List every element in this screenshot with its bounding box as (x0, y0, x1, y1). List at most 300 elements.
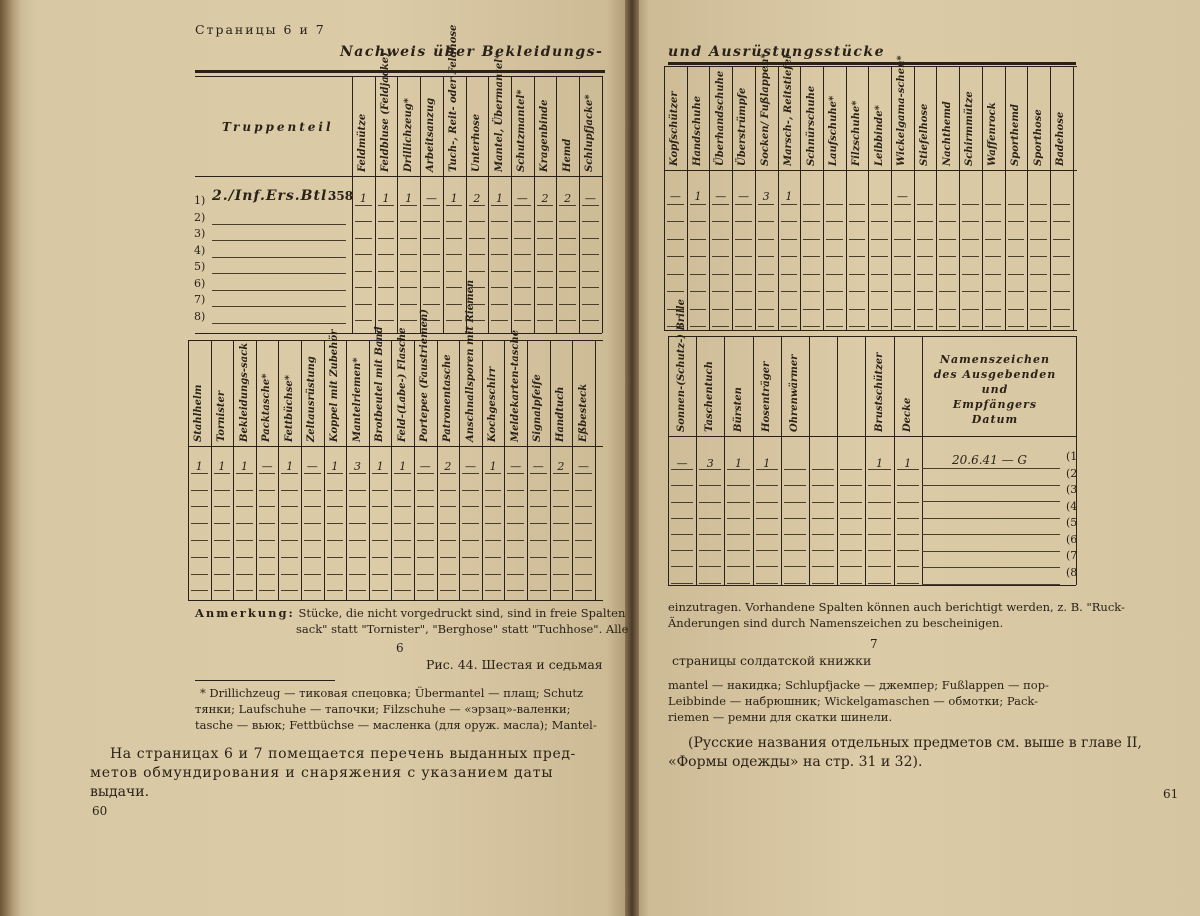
left-bottom-row-line (485, 490, 502, 491)
left-bottom-row-line (485, 574, 502, 575)
left-bottom-row-line (214, 523, 231, 524)
left-top-row-line (537, 238, 554, 239)
left-bottom-row-line (507, 540, 524, 541)
left-bottom-col-13: Anschnallsporen mit Riemen (464, 279, 476, 442)
right-top-row-line (871, 221, 888, 222)
left-top-row-line (559, 221, 576, 222)
right-bottom-row-line (756, 566, 778, 567)
right-top-row-line (871, 291, 888, 292)
right-bottom-row-line (812, 534, 834, 535)
right-bottom-header-top (668, 336, 1076, 337)
left-top-row-line (537, 287, 554, 288)
left-top-col-11: Schlupfjacke* (584, 94, 596, 172)
right-top-row-line (826, 274, 843, 275)
right-top-col-6: Marsch-, Reitstiefel (782, 55, 794, 166)
left-top-row-line (400, 221, 417, 222)
right-bottom-col-8: Brustschützer (873, 352, 885, 432)
right-bottom-row-line (868, 502, 890, 503)
left-bottom-row-line (553, 590, 570, 591)
right-top-row-line (758, 291, 775, 292)
left-top-row-line (514, 320, 531, 321)
left-bottom-row-line (236, 540, 253, 541)
left-top-row-line (582, 271, 599, 272)
left-top-row-line (469, 221, 486, 222)
left-bottom-col-11: Portepee (Faustriemen) (419, 308, 431, 442)
right-top-header-bottom (664, 170, 1077, 171)
left-top-value-9: 2 (541, 192, 549, 205)
left-bottom-col-1: Stahlhelm (193, 384, 205, 442)
left-bottom-row-line (304, 540, 321, 541)
right-top-row-line (803, 291, 820, 292)
left-bottom-row-line (327, 540, 344, 541)
left-bottom-value-2: 1 (218, 460, 226, 473)
signature-line (922, 551, 1060, 552)
right-top-row-line (667, 221, 684, 222)
right-top-col-line (1050, 66, 1051, 330)
right-bottom-value-4: 1 (763, 457, 771, 470)
signature-header: Namenszeichen des Ausgebenden und Empfängers Datum (933, 353, 1057, 426)
right-bottom-row-line (897, 502, 919, 503)
right-top-col-15: Waffenrock (987, 102, 999, 166)
right-top-row-line (690, 309, 707, 310)
right-top-row-line (758, 256, 775, 257)
left-bottom-row-line (530, 540, 547, 541)
right-top-col-2: Handschuhe (692, 95, 704, 166)
right-bottom-row-line (897, 485, 919, 486)
right-bottom-col-9: Decke (901, 397, 913, 432)
left-bottom-row-line (281, 540, 298, 541)
left-bottom-value-6: — (306, 460, 318, 473)
right-top-value-11: — (896, 190, 908, 203)
left-bottom-row-line (236, 490, 253, 491)
right-top-row-line (849, 309, 866, 310)
right-bottom-row-line (671, 583, 693, 584)
left-bottom-row-line (327, 574, 344, 575)
left-top-col-6: Unterhose (470, 113, 482, 172)
left-footnote-2: тянки; Laufschuhe — тапочки; Filzschuhe — «эрзац»-валенки; (195, 702, 571, 716)
left-bottom-row-line (191, 506, 208, 507)
right-top-row-line (712, 291, 729, 292)
right-top-table-bottom (664, 330, 1077, 331)
left-bottom-row-line (394, 490, 411, 491)
left-top-row-line (355, 287, 372, 288)
right-top-row-line (1030, 204, 1047, 205)
left-top-row-line (400, 287, 417, 288)
right-top-row-line (826, 221, 843, 222)
left-top-col-3: Drillichzeug* (402, 97, 414, 172)
right-top-row-line (917, 204, 934, 205)
right-bottom-row-line (699, 566, 721, 567)
right-bottom-row-line (868, 566, 890, 567)
left-top-row-line (378, 254, 395, 255)
left-bottom-row-line (304, 523, 321, 524)
right-footnote-1: mantel — накидка; Schlupfjacke — джемпер; Fußlappen — пор- (668, 678, 1049, 692)
left-bottom-row-line (485, 540, 502, 541)
right-top-col-line (846, 66, 847, 330)
right-bottom-value-3: 1 (735, 457, 742, 470)
left-bottom-row-line (214, 506, 231, 507)
right-bottom-row-line (671, 502, 693, 503)
right-top-row-line (1030, 256, 1047, 257)
right-top-col-line (959, 66, 960, 330)
right-caption: страницы солдатской книжки (672, 653, 872, 668)
right-bottom-row-line (756, 518, 778, 519)
right-bottom-col-1: Sonnen-(Schutz-) Brille (676, 299, 688, 432)
left-bottom-row-line (575, 590, 592, 591)
right-bottom-col-2: Taschentuch (704, 361, 716, 432)
right-top-row-line (735, 239, 752, 240)
left-bottom-row-line (575, 540, 592, 541)
right-bottom-row-line (756, 534, 778, 535)
left-body-1: На страницах 6 и 7 помещается перечень выданных пред- (110, 746, 576, 762)
left-bottom-row-line (417, 523, 434, 524)
right-top-row-line (962, 256, 979, 257)
right-top-row-line (1008, 291, 1025, 292)
right-top-row-line (826, 239, 843, 240)
right-bottom-col-line (696, 336, 697, 585)
right-bottom-row-line (840, 583, 862, 584)
left-bottom-row-line (394, 574, 411, 575)
row-number-1: 1) (194, 194, 206, 207)
right-top-row-line (826, 256, 843, 257)
left-top-col-2: Feldbluse (Feldjacke) (380, 52, 392, 172)
left-bottom-header-top (188, 340, 603, 341)
left-bottom-row-line (214, 557, 231, 558)
right-bottom-row-line (812, 550, 834, 551)
left-bottom-row-line (575, 557, 592, 558)
right-top-row-line (712, 239, 729, 240)
left-bottom-row-line (372, 590, 389, 591)
right-bottom-row-line (840, 534, 862, 535)
left-top-row-line (514, 287, 531, 288)
right-bottom-row-line (840, 485, 862, 486)
right-bottom-row-line (699, 502, 721, 503)
row-mark-5: (5 (1066, 516, 1078, 529)
right-top-row-line (985, 204, 1002, 205)
book-gutter (625, 0, 639, 916)
right-top-row-line (871, 274, 888, 275)
left-bottom-row-line (485, 523, 502, 524)
right-bottom-value-9: 1 (904, 457, 912, 470)
left-bottom-row-line (236, 574, 253, 575)
right-top-row-line (1008, 309, 1025, 310)
left-bottom-row-line (191, 590, 208, 591)
signature-line (922, 584, 1060, 585)
left-bottom-row-line (327, 506, 344, 507)
left-bottom-row-line (191, 557, 208, 558)
right-bottom-row-line (727, 566, 749, 567)
left-top-row-line (491, 320, 508, 321)
left-bottom-row-line (191, 523, 208, 524)
right-top-row-line (667, 256, 684, 257)
right-top-value-1: — (669, 190, 681, 203)
right-bottom-row-line (812, 583, 834, 584)
signature-line (922, 534, 1060, 535)
left-body-2: метов обмундирования и снаряжения с указанием даты (90, 765, 554, 781)
right-top-row-line (849, 274, 866, 275)
right-top-row-line (690, 326, 707, 327)
left-bottom-row-line (462, 490, 479, 491)
right-bottom-col-line (865, 336, 866, 585)
left-bottom-col-14: Kochgeschirr (487, 366, 499, 442)
right-top-row-line (803, 204, 820, 205)
left-top-row-line (582, 238, 599, 239)
left-top-row-line (537, 221, 554, 222)
right-top-row-line (894, 256, 911, 257)
left-bottom-row-line (530, 490, 547, 491)
left-bottom-value-5: 1 (286, 460, 294, 473)
right-top-col-16: Sporthemd (1009, 104, 1021, 166)
right-top-row-line (758, 239, 775, 240)
left-top-row-line (446, 320, 463, 321)
right-bottom-row-line (812, 485, 834, 486)
right-top-row-line (939, 221, 956, 222)
right-top-row-line (1030, 309, 1047, 310)
left-top-row-line (491, 271, 508, 272)
right-top-row-line (1008, 256, 1025, 257)
left-bottom-row-line (507, 523, 524, 524)
right-top-row-line (1030, 291, 1047, 292)
row-fill-line (212, 323, 346, 324)
left-top-row-line (514, 304, 531, 305)
left-bottom-row-line (530, 557, 547, 558)
right-bottom-row-line (784, 566, 806, 567)
right-top-row-line (894, 309, 911, 310)
left-bottom-row-line (304, 590, 321, 591)
right-top-row-line (781, 256, 798, 257)
right-top-row-line (781, 239, 798, 240)
right-top-row-line (1008, 326, 1025, 327)
right-top-row-line (735, 309, 752, 310)
left-bottom-row-line (236, 506, 253, 507)
left-top-row-line (355, 271, 372, 272)
right-bottom-row-line (812, 566, 834, 567)
right-top-col-line (1073, 66, 1074, 330)
row-fill-line (212, 240, 346, 241)
right-bottom-row-line (756, 550, 778, 551)
left-bottom-row-line (372, 574, 389, 575)
left-bottom-row-line (575, 523, 592, 524)
left-bottom-col-line (595, 340, 596, 600)
right-top-row-line (667, 204, 684, 205)
left-bottom-row-line (236, 523, 253, 524)
row-fill-line (212, 306, 346, 307)
left-top-row-line (355, 320, 372, 321)
right-top-row-line (1030, 274, 1047, 275)
left-top-row-line (378, 304, 395, 305)
right-top-col-11: Wickelgama-schen* (896, 55, 908, 166)
right-top-row-line (712, 221, 729, 222)
left-bottom-value-11: — (419, 460, 431, 473)
right-top-row-line (871, 239, 888, 240)
right-top-col-line (914, 66, 915, 330)
right-bottom-row-line (897, 518, 919, 519)
right-top-row-line (690, 221, 707, 222)
left-top-row-line (446, 271, 463, 272)
right-top-row-line (894, 291, 911, 292)
left-bottom-row-line (372, 540, 389, 541)
left-top-col-10: Hemd (561, 138, 573, 172)
right-top-row-line (826, 309, 843, 310)
right-top-row-line (849, 326, 866, 327)
left-bottom-row-line (530, 574, 547, 575)
right-bottom-value-8: 1 (876, 457, 883, 470)
right-bottom-row-line (756, 583, 778, 584)
right-top-row-line (871, 256, 888, 257)
left-bottom-row-line (417, 574, 434, 575)
left-bottom-row-line (440, 523, 457, 524)
right-bottom-col-3: Bürsten (732, 387, 744, 432)
left-bottom-row-line (530, 523, 547, 524)
right-top-col-line (800, 66, 801, 330)
left-bottom-row-line (349, 523, 366, 524)
left-bottom-row-line (553, 490, 570, 491)
right-top-row-line (1053, 221, 1070, 222)
left-bottom-row-line (304, 506, 321, 507)
right-top-row-line (849, 256, 866, 257)
left-bottom-row-line (259, 540, 276, 541)
left-top-row-line (400, 271, 417, 272)
right-top-row-line (735, 274, 752, 275)
left-bottom-row-line (553, 574, 570, 575)
right-top-col-line (823, 66, 824, 330)
right-top-col-7: Schnürschuhe (805, 85, 817, 166)
right-top-row-line (1053, 256, 1070, 257)
right-bottom-row-line (784, 583, 806, 584)
right-top-col-5: Socken/ Fußlappen* (760, 53, 772, 166)
left-bottom-col-2: Tornister (215, 390, 227, 442)
left-top-value-3: 1 (405, 192, 413, 205)
right-bottom-table-bottom (668, 585, 1076, 586)
left-top-value-2: 1 (382, 192, 390, 205)
left-top-row-line (378, 287, 395, 288)
right-top-row-line (894, 204, 911, 205)
left-bottom-table-bottom (188, 600, 603, 601)
right-top-row-line (826, 204, 843, 205)
left-top-row-line (378, 271, 395, 272)
left-bottom-col-16: Signalpfeife (532, 374, 544, 442)
left-top-row-line (446, 254, 463, 255)
right-top-row-line (1053, 204, 1070, 205)
right-top-row-line (849, 221, 866, 222)
row-mark-2: (2 (1066, 466, 1078, 480)
left-bottom-row-line (349, 540, 366, 541)
left-bottom-row-line (417, 490, 434, 491)
left-bottom-value-18: — (578, 460, 589, 473)
right-bottom-row-line (699, 583, 721, 584)
left-top-row-line (400, 320, 417, 321)
left-top-row-line (400, 254, 417, 255)
left-top-row-line (537, 304, 554, 305)
left-top-row-line (537, 254, 554, 255)
left-top-row-line (559, 271, 576, 272)
left-top-row-line (559, 287, 576, 288)
right-top-row-line (712, 204, 729, 205)
left-top-row-line (423, 271, 440, 272)
right-bottom-value-2: 3 (706, 457, 714, 470)
left-bottom-row-line (349, 506, 366, 507)
left-bottom-row-line (507, 590, 524, 591)
row-number-2: 2) (194, 210, 206, 224)
right-top-col-13: Nachthemd (941, 101, 953, 166)
left-top-row-line (355, 304, 372, 305)
left-bottom-row-line (530, 590, 547, 591)
left-bottom-row-line (259, 490, 276, 491)
right-bottom-value-1: — (676, 457, 688, 470)
left-bottom-row-line (417, 557, 434, 558)
right-bottom-row-line (671, 518, 693, 519)
right-bottom-row-line (671, 485, 693, 486)
left-bottom-col-8: Mantelriemen* (351, 357, 363, 442)
left-bottom-row-line (327, 557, 344, 558)
right-top-col-1: Kopfschützer (669, 91, 681, 166)
left-bottom-row-line (214, 574, 231, 575)
left-bottom-row-line (507, 557, 524, 558)
left-bottom-row-line (327, 523, 344, 524)
left-bottom-col-4: Packtasche* (261, 373, 273, 442)
right-footnote-3: riemen — ремни для скатки шинели. (668, 710, 893, 724)
right-top-row-line (849, 239, 866, 240)
right-bottom-row-line (699, 518, 721, 519)
right-bottom-row-line (784, 502, 806, 503)
row-fill-line (212, 273, 346, 274)
right-bottom-row-line (897, 583, 919, 584)
left-top-row-line (469, 254, 486, 255)
right-top-row-line (871, 309, 888, 310)
left-top-row-line (423, 221, 440, 222)
left-note-line1: Anmerkung: Stücke, die nicht vorgedruckt sind, sind in freie Spalten (195, 606, 626, 620)
right-top-row-line (939, 309, 956, 310)
left-bottom-col-9: Brotbeutel mit Band (374, 326, 386, 442)
right-top-row-line (917, 221, 934, 222)
left-bottom-row-line (394, 557, 411, 558)
left-top-row-line (378, 320, 395, 321)
left-bottom-value-10: 1 (399, 460, 407, 473)
right-top-row-line (1053, 291, 1070, 292)
right-top-row-line (735, 204, 752, 205)
right-top-row-line (690, 239, 707, 240)
right-top-row-line (667, 291, 684, 292)
right-top-row-line (803, 326, 820, 327)
right-bottom-row-line (784, 534, 806, 535)
row1-number: 358 (328, 189, 354, 203)
right-top-row-line (712, 274, 729, 275)
right-bottom-row-line (756, 485, 778, 486)
left-bottom-row-line (462, 557, 479, 558)
left-bottom-row-line (417, 590, 434, 591)
right-bottom-row-line (897, 550, 919, 551)
right-top-row-line (1008, 274, 1025, 275)
row-mark-3: (3 (1066, 483, 1078, 496)
left-bottom-row-line (281, 557, 298, 558)
left-bottom-col-12: Patronentasche (441, 354, 453, 442)
left-bottom-row-line (394, 590, 411, 591)
right-top-row-line (985, 274, 1002, 275)
right-top-row-line (1008, 239, 1025, 240)
right-top-row-line (917, 239, 934, 240)
right-top-row-line (781, 204, 798, 205)
left-bottom-value-7: 1 (331, 460, 339, 473)
left-top-row-line (582, 287, 599, 288)
right-top-row-line (690, 204, 707, 205)
right-top-row-line (939, 239, 956, 240)
row-mark-1: (1 (1066, 450, 1078, 463)
right-top-row-line (690, 291, 707, 292)
right-top-row-line (894, 326, 911, 327)
left-top-row-line (446, 238, 463, 239)
left-bottom-col-6: Zeltausrüstung (306, 356, 318, 442)
right-top-row-line (667, 274, 684, 275)
